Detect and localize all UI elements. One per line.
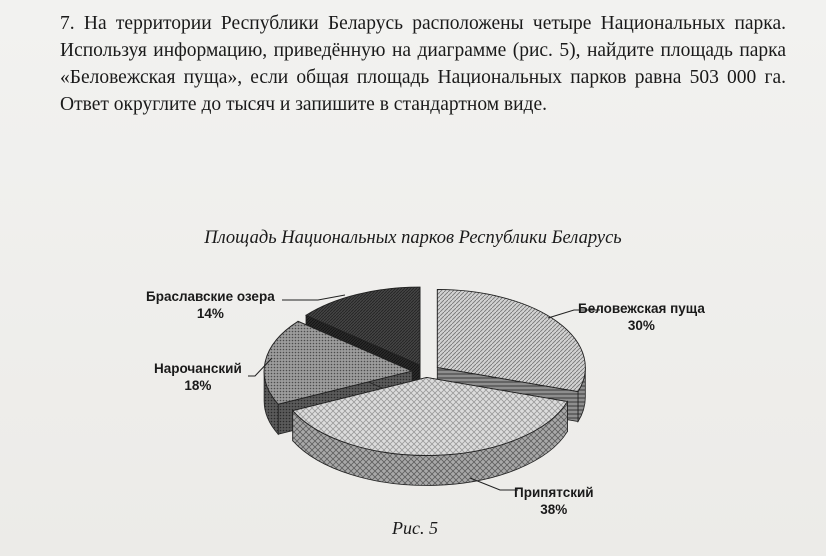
label-narochansky-name: Нарочанский: [154, 361, 242, 376]
label-narochansky-value: 18%: [184, 378, 212, 393]
leader-braslav: [282, 295, 345, 300]
label-narochansky: [154, 360, 242, 394]
chart-title: Площадь Национальных парков Республики Беларусь: [204, 228, 622, 248]
problem-text: На территории Республики Беларусь расположены четыре Национальных парка. Используя информацию, приведённую на диаграмме (рис. 5), найдите площадь парка «Беловежская пуща», если общая площадь Национальных парков равна 503 000 га. Ответ округлите до тысяч и запишите в стандартном виде.: [60, 13, 786, 115]
label-pripyatsky: [514, 484, 594, 518]
problem-number: 7.: [60, 13, 75, 34]
figure-caption: Рис. 5: [392, 518, 438, 538]
label-belovezhskaya-value: 30%: [627, 318, 655, 333]
label-braslav-name: Браславские озера: [146, 289, 275, 304]
label-braslav: [146, 288, 275, 322]
label-belovezhskaya-name: Беловежская пуща: [578, 301, 705, 316]
label-pripyatsky-value: 38%: [540, 502, 568, 517]
label-belovezhskaya: [578, 300, 705, 334]
label-pripyatsky-name: Припятский: [514, 485, 594, 500]
label-braslav-value: 14%: [196, 306, 224, 321]
